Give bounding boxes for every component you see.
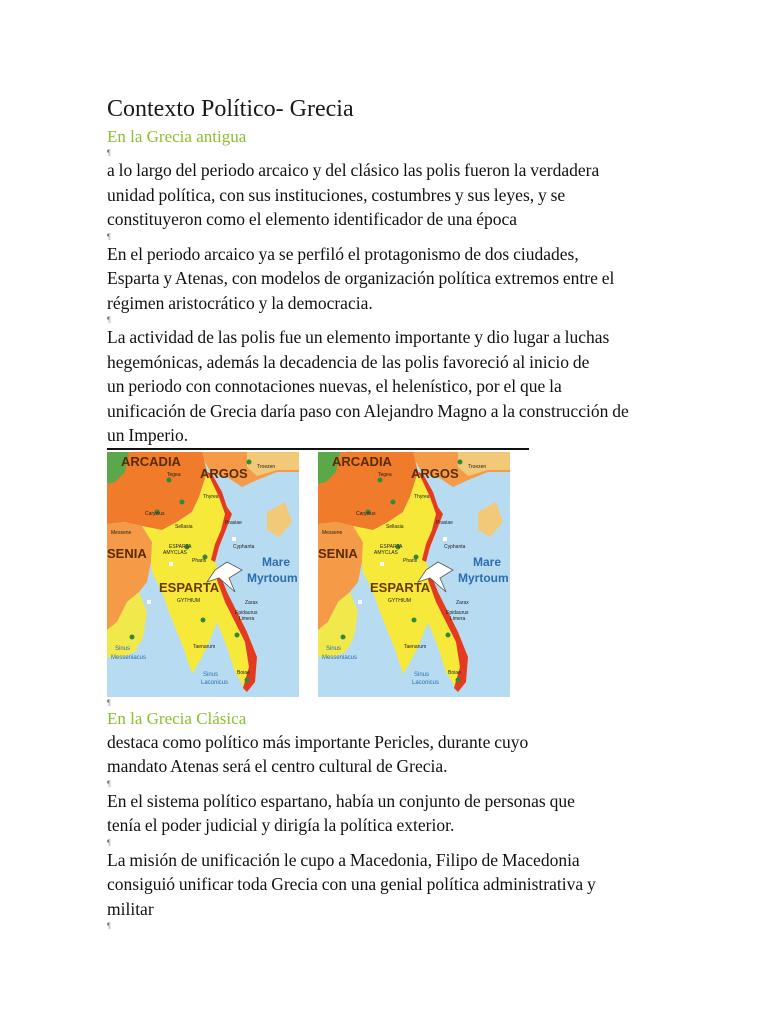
paragraph-actividad: [107, 325, 667, 448]
label-laconicus-1: Sinus: [414, 671, 430, 678]
paragraph-line: hegemónicas, además la decadencia de las polis favoreció al inicio de: [107, 351, 590, 372]
paragraph-line: tenía el poder judicial y dirigía la política exterior.: [107, 815, 455, 835]
label-carystus: Caryslus: [356, 510, 376, 517]
label-epidaurus-2: Limera: [239, 615, 255, 622]
paragraph-line: La misión de unificación le cupo a Macedonia, Filipo de Macedonia: [107, 849, 580, 870]
label-tegea: Tegea: [378, 471, 392, 478]
paragraph-mark: ¶: [107, 837, 111, 847]
label-laconicus-2: Laconicus: [201, 679, 229, 686]
label-sellasia: Sellasia: [386, 523, 404, 530]
label-boiae: Boiae: [237, 669, 250, 676]
label-gythium: GYTHIUM: [177, 597, 201, 604]
paragraph-mark: ¶: [107, 148, 111, 157]
paragraph-line: militar: [107, 898, 154, 919]
map-image-2: [318, 452, 510, 697]
label-zarax: Zarax: [456, 599, 469, 606]
paragraph-line: régimen aristocrático y la democracia.: [107, 292, 373, 313]
label-epidaurus-1: Epidaurus: [235, 609, 258, 616]
paragraph-line: un periodo con connotaciones nuevas, el helenístico, por el que la: [107, 376, 562, 396]
label-prasiae: Prasiae: [225, 519, 242, 526]
label-boiae: Boiae: [448, 669, 461, 676]
label-esparta: ESPARTA: [159, 579, 220, 595]
label-esparta: ESPARTA: [370, 579, 431, 595]
label-pharis: Pharis: [192, 557, 207, 564]
label-amyclae: AMYCLAS: [163, 549, 187, 556]
label-arcadia: ARCADIA: [332, 453, 392, 469]
label-argos: ARGOS: [200, 465, 248, 481]
paragraph-mark: ¶: [107, 231, 111, 241]
paragraph-line: destaca como político más importante Pericles, durante cuyo: [107, 731, 529, 752]
label-gythium: GYTHIUM: [388, 597, 412, 604]
maps-row: [107, 450, 667, 698]
paragraph-line: En el periodo arcaico ya se perfiló el protagonismo de dos ciudades,: [107, 243, 579, 264]
label-sea-2: Myrtoum: [247, 570, 298, 585]
label-prasiae: Prasiae: [436, 519, 453, 526]
paragraph-line: En el sistema político espartano, había un conjunto de personas que: [107, 790, 575, 811]
label-sea-2: Myrtoum: [458, 570, 509, 585]
label-sinus-1: Sinus: [115, 645, 131, 652]
label-sea-1: Mare: [473, 554, 502, 569]
label-cyphanta: Cyphanta: [444, 543, 466, 550]
paragraph-line: mandato Atenas será el centro cultural de Grecia.: [107, 756, 448, 776]
label-taenarum: Taenarum: [193, 643, 216, 650]
label-pharis: Pharis: [403, 557, 418, 564]
section-heading-clasica: En la Grecia Clásica: [107, 708, 247, 728]
paragraph-mark: ¶: [107, 315, 111, 324]
label-thyrea: Thyrea: [203, 493, 219, 500]
map-peloponnese-1: [107, 452, 299, 697]
label-laconicus-1: Sinus: [203, 671, 219, 678]
label-esparta-city: ESPARTA: [380, 543, 403, 550]
paragraph-esparta: [107, 789, 667, 838]
map-image-1: [107, 452, 299, 697]
label-epidaurus-2: Limera: [450, 615, 466, 622]
label-cyphanta: Cyphanta: [233, 543, 255, 550]
paragraph-line: un Imperio.: [107, 425, 189, 445]
section-heading-antigua: En la Grecia antigua: [107, 127, 247, 146]
label-zarax: Zarax: [245, 599, 258, 606]
label-troezen: Troezen: [257, 463, 276, 470]
map-peloponnese-2: [318, 452, 510, 697]
label-sellasia: Sellasia: [175, 523, 193, 530]
paragraph-polis: [107, 158, 667, 232]
paragraph-mark: ¶: [107, 921, 111, 930]
paragraph-line: a lo largo del periodo arcaico y del clásico las polis fueron la verdadera: [107, 160, 600, 180]
label-arcadia: ARCADIA: [121, 453, 181, 469]
label-argos: ARGOS: [411, 465, 459, 481]
label-laconicus-2: Laconicus: [412, 679, 440, 686]
paragraph-arcaico: [107, 242, 667, 316]
document-page: [107, 92, 667, 931]
paragraph-line: consiguió unificar toda Grecia con una genial política administrativa y: [107, 874, 596, 894]
label-thyrea: Thyrea: [414, 493, 430, 500]
label-messenia: SENIA: [107, 545, 147, 561]
label-epidaurus-1: Epidaurus: [446, 609, 469, 616]
label-amyclae: AMYCLAS: [374, 549, 398, 556]
label-taenarum: Taenarum: [404, 643, 427, 650]
label-carystus: Caryslus: [145, 510, 165, 517]
label-sinus-2: Messeniacus: [322, 654, 358, 661]
paragraph-line: constituyeron como el elemento identificador de una época: [107, 209, 518, 229]
label-messene: Messene: [322, 529, 343, 536]
paragraph-line: unificación de Grecia daría paso con Alejandro Magno a la construcción de: [107, 400, 629, 421]
label-messene: Messene: [111, 529, 132, 536]
paragraph-line: La actividad de las polis fue un elemento importante y dio lugar a luchas: [107, 327, 610, 347]
label-troezen: Troezen: [468, 463, 487, 470]
label-sinus-2: Messeniacus: [111, 654, 147, 661]
label-messenia: SENIA: [318, 545, 358, 561]
label-sinus-1: Sinus: [326, 645, 342, 652]
paragraph-line: Esparta y Atenas, con modelos de organización política extremos entre el: [107, 268, 615, 288]
label-esparta-city: ESPARTA: [169, 543, 192, 550]
page-title: Contexto Político- Grecia: [107, 96, 354, 122]
paragraph-mark: ¶: [107, 778, 111, 788]
paragraph-macedonia: [107, 848, 667, 922]
paragraph-mark: ¶: [107, 697, 111, 707]
paragraph-pericles: [107, 730, 667, 779]
label-sea-1: Mare: [262, 554, 291, 569]
paragraph-line: unidad política, con sus instituciones, costumbres y sus leyes, y se: [107, 184, 566, 205]
label-tegea: Tegea: [167, 471, 181, 478]
